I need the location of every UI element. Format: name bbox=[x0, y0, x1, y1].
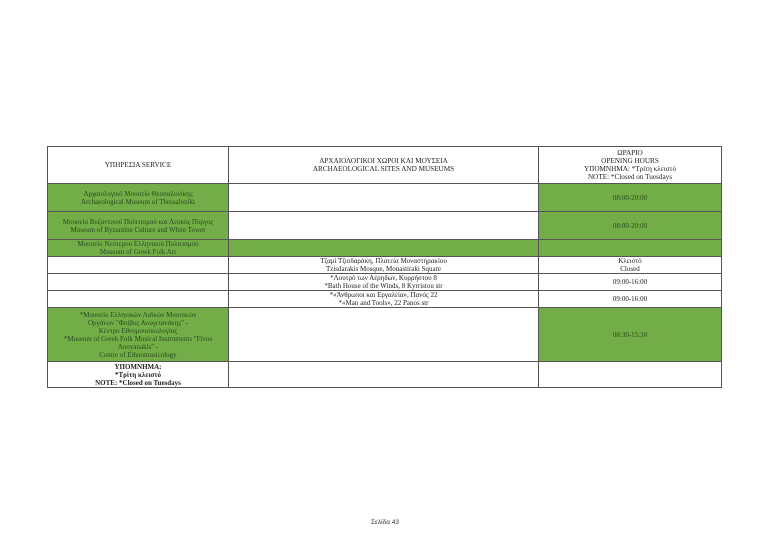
service-cell: Μουσείο Νεότερου Ελληνικού Πολιτισμού Museum of Greek Folk Art bbox=[48, 240, 229, 257]
table-row bbox=[48, 212, 722, 240]
site-cell bbox=[229, 212, 539, 240]
site-cell bbox=[229, 240, 539, 257]
site-cell bbox=[229, 308, 539, 362]
table-header-row bbox=[48, 147, 722, 184]
header-service: ΥΠΗΡΕΣΙΑ SERVICE bbox=[48, 147, 229, 184]
hours-cell: 09:00-16:00 bbox=[539, 291, 722, 308]
hours-cell: Κλειστό Closed bbox=[539, 257, 722, 274]
service-cell: Μουσείο Βυζαντινού Πολιτισμού και Λευκός Πύργος Museum of Byzantine Culture and White Tower bbox=[48, 212, 229, 240]
page-number: Σελίδα 43 bbox=[370, 519, 400, 526]
service-cell: *Μουσείο Ελληνικών Λαϊκών Μουσικών Οργάνων "Φοίβος Ανωγειανάκης" - Κέντρο Εθνομουσικολογίας *Museum of Greek Folk Musical Instruments "Fivos Anoyanakis" - Centre of Ethnomusicology bbox=[48, 308, 229, 362]
table-row bbox=[48, 240, 722, 257]
service-cell bbox=[48, 274, 229, 291]
opening-hours-table bbox=[47, 146, 722, 388]
site-cell bbox=[229, 362, 539, 388]
service-cell bbox=[48, 257, 229, 274]
hours-cell bbox=[539, 240, 722, 257]
hours-cell: 09:00-16:00 bbox=[539, 274, 722, 291]
note-cell: ΥΠΟΜΝΗΜΑ: *Τρίτη κλειστό NOTE: *Closed on Tuesdays bbox=[48, 362, 229, 388]
note-row bbox=[48, 362, 722, 388]
site-cell: *«Άνθρωποι και Εργαλεία», Πανός 22 *«Man and Tools», 22 Panos str bbox=[229, 291, 539, 308]
table-row bbox=[48, 308, 722, 362]
header-sites: ΑΡΧΑΙΟΛΟΓΙΚΟΙ ΧΩΡΟΙ ΚΑΙ ΜΟΥΣΕΙΑ ARCHAEOLOGICAL SITES AND MUSEUMS bbox=[229, 147, 539, 184]
site-cell: *Λουτρό των Αέρηδων, Κυρρήστου 8 *Bath House of the Winds, 8 Kyrristou str bbox=[229, 274, 539, 291]
table-row bbox=[48, 274, 722, 291]
table-row bbox=[48, 291, 722, 308]
hours-cell: 08:30-15:30 bbox=[539, 308, 722, 362]
hours-cell bbox=[539, 362, 722, 388]
service-cell bbox=[48, 291, 229, 308]
header-hours: ΩΡΑΡΙΟ OPENING HOURS ΥΠΟΜΝΗΜΑ: *Τρίτη κλειστό NOTE: *Closed on Tuesdays bbox=[539, 147, 722, 184]
table-row bbox=[48, 184, 722, 212]
table-row bbox=[48, 257, 722, 274]
hours-cell: 08:00-20:00 bbox=[539, 184, 722, 212]
site-cell: Τζαμί Τζισδαράκη, Πλατεία Μοναστηρακίου Tzisdarakis Mosque, Monastiraki Square bbox=[229, 257, 539, 274]
hours-cell: 08:00-20:00 bbox=[539, 212, 722, 240]
site-cell bbox=[229, 184, 539, 212]
service-cell: Αρχαιολογικό Μουσείο Θεσσαλονίκης Archaeological Museum of Thessaloniki bbox=[48, 184, 229, 212]
